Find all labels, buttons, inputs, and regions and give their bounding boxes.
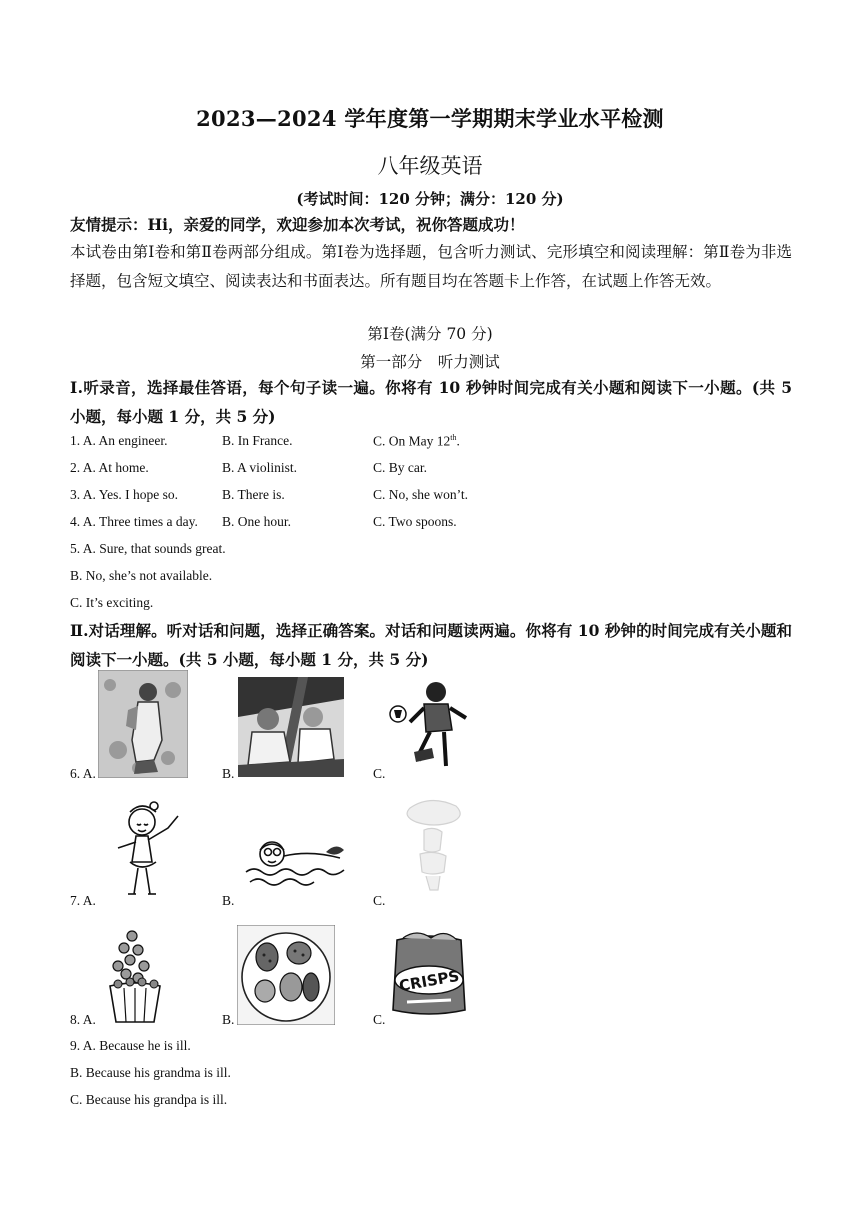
girl-dancing-icon	[100, 798, 190, 902]
q3-option-a: 3. A. Yes. I hope so.	[70, 487, 179, 502]
q3-option-c: C. No, she won’t.	[373, 487, 469, 502]
q6-option-a: 6. A.	[70, 766, 96, 781]
fruit-plate-icon	[237, 925, 335, 1025]
q5-option-c: C. It’s exciting.	[70, 595, 154, 610]
q1-option-c	[373, 433, 460, 450]
q8-option-a: 8. A.	[70, 1012, 96, 1027]
q7-option-b: B.	[222, 893, 235, 908]
boy-playing-soccer-icon	[388, 678, 478, 778]
q2-option-c: C. By car.	[373, 460, 427, 475]
q7-option-a: 7. A.	[70, 893, 96, 908]
part1-heading: 第一部分 听力测试	[360, 353, 500, 371]
q8-option-c: C.	[373, 1012, 386, 1027]
q9-option-c: C. Because his grandpa is ill.	[70, 1092, 228, 1107]
q7-option-c: C.	[373, 893, 386, 908]
section1-instruction: Ⅰ.听录音，选择最佳答语，每个句子读一遍。你将有 10 秒钟时间完成有关小题和阅读下一小题。(共 5 小题，每小题 1 分，共 5 分)	[70, 378, 792, 426]
q9-option-a: 9. A. Because he is ill.	[70, 1038, 191, 1053]
q1-option-c-sup: th	[450, 433, 457, 442]
q4-option-b: B. One hour.	[222, 514, 291, 529]
q1-option-c-end: .	[456, 433, 460, 449]
volume1-heading: 第Ⅰ卷(满分 70 分)	[367, 325, 493, 343]
q5-option-b: B. No, she’s not available.	[70, 568, 213, 583]
crisps-bag-icon	[387, 930, 471, 1020]
exam-title: 2023—2024 学年度第一学期期末学业水平检测	[196, 106, 664, 131]
q1-option-b: B. In France.	[222, 433, 293, 448]
q2-option-b: B. A violinist.	[222, 460, 298, 475]
faded-figure-icon	[390, 794, 478, 894]
exam-subtitle: 八年级英语	[377, 154, 483, 178]
boy-swimming-icon	[240, 832, 350, 892]
q5-option-a: 5. A. Sure, that sounds great.	[70, 541, 226, 556]
q4-option-a: 4. A. Three times a day.	[70, 514, 198, 529]
q6-option-c: C.	[373, 766, 386, 781]
section2-instruction: Ⅱ.对话理解。听对话和问题，选择正确答案。对话和问题读两遍。你将有 10 秒钟的时间完成有关小题和阅读下一小题。(共 5 小题，每小题 1 分，共 5 分)	[70, 621, 792, 669]
instructions-text: 本试卷由第Ⅰ卷和第Ⅱ卷两部分组成。第Ⅰ卷为选择题，包含听力测试、完形填空和阅读理解：第Ⅱ卷为非选择题，包含短文填空、阅读表达和书面表达。所有题目均在答题卡上作答，在试题上作答无效。	[70, 243, 792, 290]
friendly-tip: 友情提示：Hi，亲爱的同学，欢迎参加本次考试，祝你答题成功！	[70, 215, 525, 234]
q6-option-b: B.	[222, 766, 235, 781]
exam-info: (考试时间：120 分钟；满分：120 分)	[296, 190, 564, 208]
person-sitting-photo	[98, 670, 188, 778]
q1-option-a: 1. A. An engineer.	[70, 433, 168, 448]
crisps-label: CRISPS	[397, 966, 461, 996]
people-resting-photo	[238, 677, 344, 777]
q2-option-a: 2. A. At home.	[70, 460, 149, 475]
popcorn-bucket-icon	[104, 926, 166, 1024]
q1-option-c-text: C. On May 12	[373, 433, 451, 449]
q8-option-b: B.	[222, 1012, 235, 1027]
q4-option-c: C. Two spoons.	[373, 514, 457, 529]
q3-option-b: B. There is.	[222, 487, 285, 502]
q9-option-b: B. Because his grandma is ill.	[70, 1065, 231, 1080]
